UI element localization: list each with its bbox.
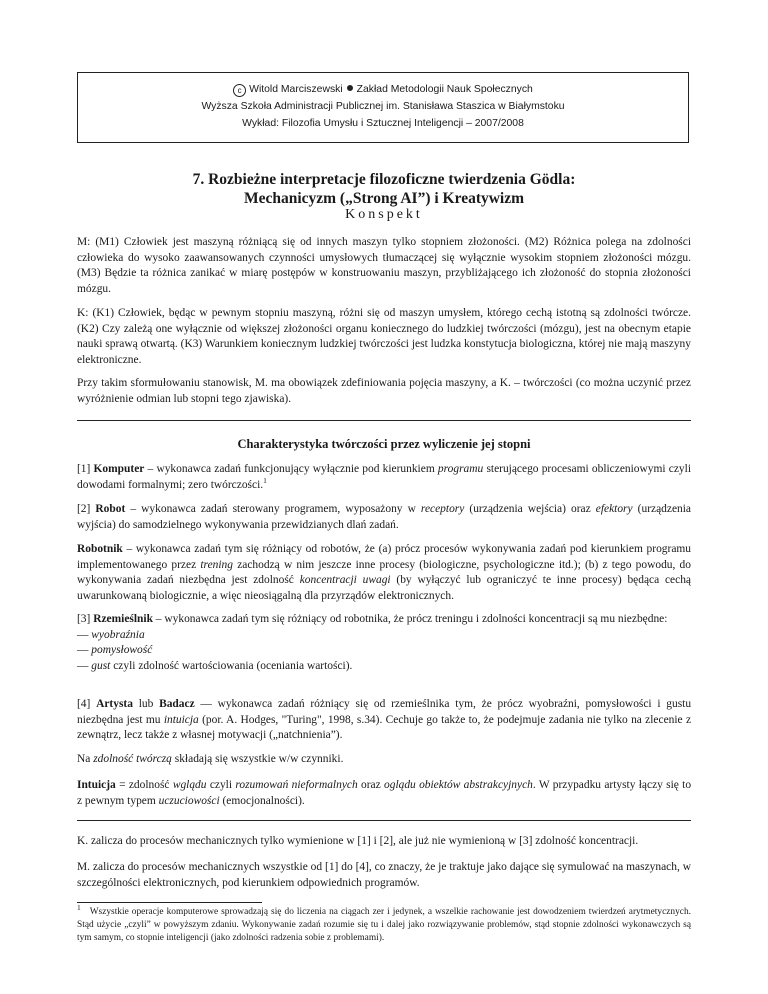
term-badacz: Badacz — [159, 698, 195, 710]
item-komputer: [1] Komputer – wykonawca zadań funkcjonujący wyłącznie pod kierunkiem programu sterującego procesami obliczeniowymi czyli dowodami formalnymi; zero twórczości.$^1$ — [77, 463, 691, 491]
header-department: Zakład Metodologii Nauk Społecznych — [356, 84, 533, 95]
footnote-text: Wszystkie operacje komputerowe sprowadzają się do liczenia na ciągach zer i jedynek, a wszelkie rachowanie jest dowodzeniem twierdzeń arytmetycznych. Stąd użycie „czyli” w powyższym zdaniu. Wykonywanie zadań rozumie się tu i dalej jako rozwiązywanie problemów, stąd stopnie zdolności wykonawczych są tym samym, co stopnie inteligencji (jako zdolności radzenia sobie z problemami). — [77, 907, 691, 943]
item-intuicja: Intuicja = zdolność wglądu czyli rozumowań nieformalnych oraz oglądu obiektów abstrakcyjnych. W przypadku artysty łączy się to z pewnym typem uczuciowości (emocjonalności). — [77, 779, 692, 807]
term-komputer: Komputer — [93, 463, 145, 475]
footnote — [77, 902, 691, 945]
header-box — [77, 72, 689, 143]
section-title: Charakterystyka twórczości przez wyliczenie jej stopni — [237, 437, 531, 451]
term-rzemieslnik: Rzemieślnik — [93, 613, 153, 625]
item-robotnik: Robotnik – wykonawca zadań tym się różniący od robotów, że (a) prócz procesów wykonywania zadań pod kierunkiem programu implementowanego przez trening zachodzą w nim jeszcze inne procesy (biologiczne, psychologiczne itd.); (b) z tego powodu, do wykonywania zadań niezbędna jest zdolność koncentracji uwagi (by wyłączyć lub ograniczyć te inne procesy) będąca cechą uwarunkowaną biologicznie, a więc nieosiągalną dla przyrządów elektronicznych. — [77, 543, 692, 602]
copyright-icon: c — [233, 84, 246, 97]
term-artysta: Artysta — [96, 698, 133, 710]
title-line-2: Mechanicyzm („Strong AI”) i Kreatywizm — [243, 190, 525, 207]
footnote-rule — [77, 902, 262, 903]
divider-top — [77, 420, 691, 421]
item-robot: [2] Robot – wykonawca zadań sterowany programem, wyposażony w receptory (urządzenia wejścia) oraz efektory (urządzenia wyjścia) do samodzielnego wykonywania przewidzianych dlań zadań. — [77, 503, 692, 531]
header-author-line — [78, 81, 688, 98]
paragraph-m-text: M: (M1) Człowiek jest maszyną różniącą się od innych maszyn tylko stopniem złożoności. (M2) Różnica polega na zdolności człowieka do wysoko zaawansowanych czynności umysłowych tłumaczącej się wyłącznie wysokim stopniem złożoności mózgu. (M3) Będzie ta różnica zanikać w miarę postępów w konstruowaniu maszyn, przybliżającego ich złożoność do stopnia złożoności mózgu. — [77, 236, 691, 295]
closing-m — [77, 860, 691, 891]
title-line-1: 7. Rozbieżne interpretacje filozoficzne twierdzenia Gödla: — [192, 171, 576, 188]
header-lecture: Wykład: Filozofia Umysłu i Sztucznej Inteligencji – 2007/2008 — [242, 118, 524, 129]
header-school: Wyższa Szkoła Administracji Publicznej im. Stanisława Staszica w Białymstoku — [201, 101, 565, 112]
item-rzemieslnik: [3] Rzemieślnik – wykonawca zadań tym się różniący od robotnika, że prócz treningu i zdolności koncentracji są mu niezbędne: — wyobraźnia — pomysłowość — gust czyli zdolność wartościowania (oceniania wartości). — [77, 613, 668, 672]
paragraph-k-text: K: (K1) Człowiek, będąc w pewnym stopniu maszyną, różni się od maszyn umysłem, którego cechą istotną są zdolności twórcze. (K2) Czy zależą one wyłącznie od większej złożoności organu koniecznego do ludzkiej twórczości (mózgu), jest na obecnym etapie nauki sprawą otwartą. (K3) Warunkiem koniecznym ludzkiej twórczości jest ludzka konstytucja biologiczna, której nie mają maszyny elektroniczne. — [77, 307, 691, 366]
term-intuicja: Intuicja — [77, 779, 116, 791]
closing-k-text: K. zalicza do procesów mechanicznych tylko wymienione w [1] i [2], ale już nie wymienioną w [3] zdolność koncentracji. — [77, 835, 639, 847]
paragraph-obligation — [77, 376, 691, 407]
closing-m-text: M. zalicza do procesów mechanicznych wszystkie od [1] do [4], co znaczy, że je traktuje jako dające się symulować na maszynach, w szczególności elektronicznych, pod kierunkiem odpowiednich programów. — [77, 861, 691, 889]
footnote-number: 1 — [77, 902, 81, 912]
bullet-icon — [347, 85, 353, 91]
paragraph-m — [77, 235, 691, 297]
subtitle: Konspekt — [345, 207, 423, 222]
item-artysta: [4] Artysta lub Badacz — wykonawca zadań różniący się od rzemieślnika tym, że prócz wyobraźni, pomysłowości i gustu niezbędna jest mu intuicja (por. A. Hodges, "Turing", 1998, s.34). Cechuje go także to, że podejmuje zadania nie tylko na zlecenie z zewnątrz, lecz także z własnej motywacji („natchnienia”). — [77, 698, 692, 742]
footnote-ref: 1 — [263, 475, 267, 485]
paragraph-obligation-text: Przy takim sformułowaniu stanowisk, M. ma obowiązek zdefiniowania pojęcia maszyny, a K. – twórczości (co można uczynić przez wyróżnienie odmian lub stopni tego zjawiska). — [77, 377, 691, 405]
paragraph-k — [77, 306, 691, 368]
term-robot: Robot — [95, 503, 126, 515]
term-robotnik: Robotnik — [77, 543, 123, 555]
divider-bottom — [77, 820, 691, 821]
closing-k — [77, 834, 691, 850]
item-na-zdolnosc: Na zdolność twórczą składają się wszystkie w/w czynniki. — [77, 753, 344, 765]
header-author: Witold Marciszewski — [249, 84, 343, 95]
